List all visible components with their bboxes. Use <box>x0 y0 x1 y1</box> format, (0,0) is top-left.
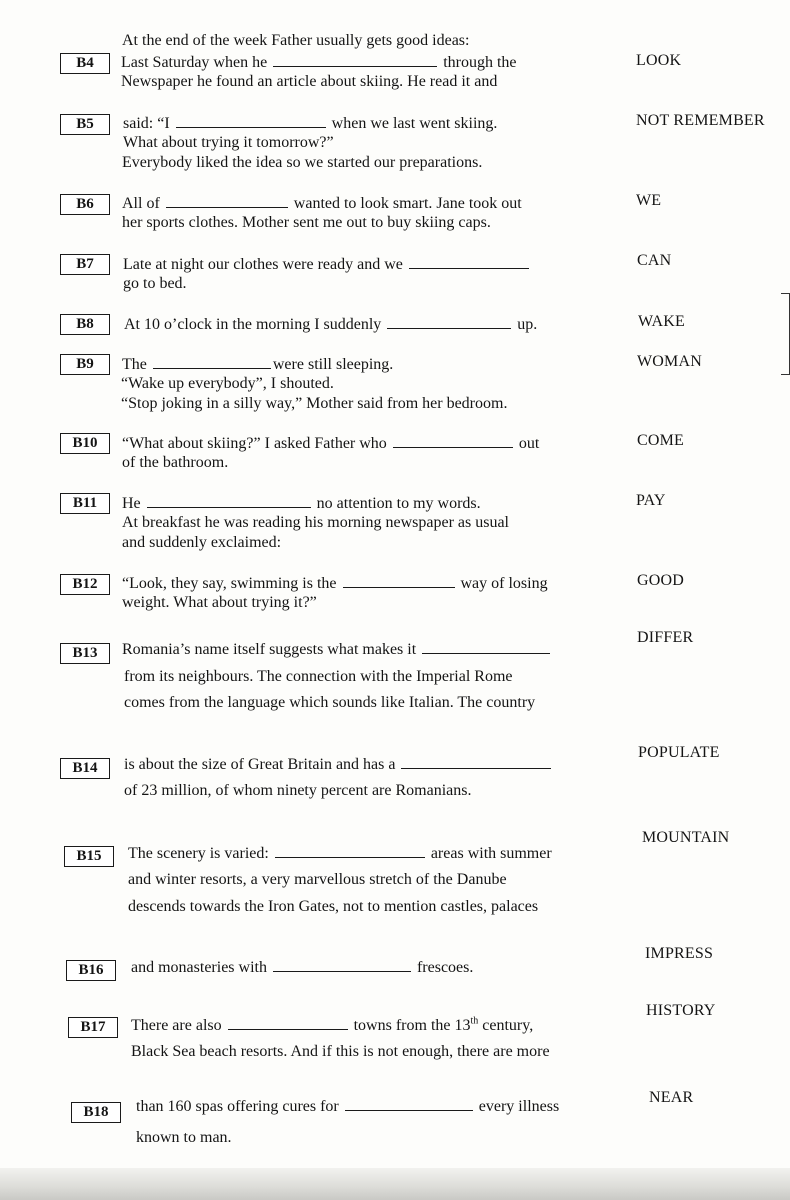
answer-blank[interactable] <box>343 573 455 588</box>
answer-blank[interactable] <box>422 639 550 654</box>
sentence-line-2: from its neighbours. The connection with the Imperial Rome <box>124 668 513 685</box>
text-before-blank: “Look, they say, swimming is the <box>122 575 337 592</box>
item-label: B12 <box>60 574 110 595</box>
text-before-blank: Last Saturday when he <box>121 54 268 71</box>
text-after-blank: were still sleeping. <box>272 356 394 373</box>
answer-blank[interactable] <box>275 843 425 858</box>
sentence-line-1 <box>121 52 517 73</box>
item-label: B11 <box>60 493 110 514</box>
sentence-line-2: “Wake up everybody”, I shouted. <box>121 375 334 392</box>
keyword: NEAR <box>649 1089 694 1106</box>
sentence-line-2: At breakfast he was reading his morning newspaper as usual <box>122 514 509 531</box>
sentence-line-1 <box>136 1096 559 1117</box>
sentence-line-1 <box>122 193 522 214</box>
text-after-blank: way of losing <box>460 575 548 592</box>
answer-blank[interactable] <box>176 113 326 128</box>
answer-blank[interactable] <box>166 193 288 208</box>
text-after-blank: when we last went skiing. <box>331 115 498 132</box>
text-after-blank: areas with summer <box>430 845 552 862</box>
intro-line: At the end of the week Father usually gets good ideas: <box>122 32 470 49</box>
scan-bottom-edge <box>0 1168 790 1200</box>
sentence-line-2: go to bed. <box>123 275 187 292</box>
sentence-line-1 <box>122 639 552 660</box>
sentence-line-1 <box>122 573 548 594</box>
text-after-blank: towns from the 13 <box>353 1017 471 1034</box>
sentence-line-1 <box>122 354 393 375</box>
sentence-line-2: of 23 million, of whom ninety percent are Romanians. <box>124 782 472 799</box>
text-before-blank: than 160 spas offering cures for <box>136 1098 339 1115</box>
sentence-line-2: known to man. <box>136 1129 232 1146</box>
sentence-line-1 <box>124 314 537 335</box>
answer-blank[interactable] <box>147 493 311 508</box>
answer-blank[interactable] <box>393 433 513 448</box>
item-label: B16 <box>66 960 116 981</box>
sentence-line-3: descends towards the Iron Gates, not to mention castles, palaces <box>128 898 539 915</box>
sentence-line-2: weight. What about trying it?” <box>122 594 317 611</box>
sentence-line-2: What about trying it tomorrow?” <box>123 134 334 151</box>
text-before-blank: “What about skiing?” I asked Father who <box>122 435 387 452</box>
sentence-line-1 <box>131 1015 533 1036</box>
keyword: PAY <box>636 492 666 509</box>
text-before-blank: is about the size of Great Britain and has a <box>124 756 396 773</box>
sentence-line-2: her sports clothes. Mother sent me out to buy skiing caps. <box>122 214 491 231</box>
sentence-line-1 <box>128 843 552 864</box>
text-after-blank: through the <box>443 54 517 71</box>
text-before-blank: Romania’s name itself suggests what makes it <box>122 641 417 658</box>
text-after-blank: up. <box>517 316 538 333</box>
keyword: IMPRESS <box>645 945 714 962</box>
text-before-blank: There are also <box>131 1017 222 1034</box>
sentence-line-1 <box>123 113 497 134</box>
text-before-blank: All of <box>122 195 160 212</box>
text-after-blank: frescoes. <box>416 959 474 976</box>
answer-blank[interactable] <box>228 1015 348 1030</box>
sentence-line-1 <box>131 957 473 978</box>
item-label: B8 <box>60 314 110 335</box>
text-after-blank: wanted to look smart. Jane took out <box>293 195 522 212</box>
keyword: WOMAN <box>637 353 702 370</box>
sentence-line-3: and suddenly exclaimed: <box>122 534 282 551</box>
keyword: POPULATE <box>638 744 720 761</box>
item-label: B7 <box>60 254 110 275</box>
sentence-line-1 <box>122 493 481 514</box>
text-before-blank: He <box>122 495 141 512</box>
keyword: GOOD <box>637 572 685 589</box>
sentence-line-3: comes from the language which sounds like Italian. The country <box>124 694 536 711</box>
keyword: CAN <box>637 252 672 269</box>
sentence-line-2: Newspaper he found an article about skiing. He read it and <box>121 73 498 90</box>
answer-blank[interactable] <box>273 957 411 972</box>
text-before-blank: Late at night our clothes were ready and we <box>123 256 403 273</box>
sentence-line-2: Black Sea beach resorts. And if this is not enough, there are more <box>131 1043 550 1060</box>
text-before-blank: The <box>122 356 147 373</box>
keyword: DIFFER <box>637 629 694 646</box>
keyword: LOOK <box>636 52 682 69</box>
sentence-line-1 <box>123 254 531 275</box>
answer-blank[interactable] <box>273 52 437 67</box>
keyword: COME <box>637 432 685 449</box>
item-label: B4 <box>60 53 110 74</box>
item-label: B5 <box>60 114 110 135</box>
keyword: MOUNTAIN <box>642 829 730 846</box>
item-label: B13 <box>60 643 110 664</box>
item-label: B17 <box>68 1017 118 1038</box>
answer-blank[interactable] <box>153 354 271 369</box>
sentence-line-3: “Stop joking in a silly way,” Mother said from her bedroom. <box>121 395 508 412</box>
item-label: B6 <box>60 194 110 215</box>
item-label: B10 <box>60 433 110 454</box>
text-after-blank: every illness <box>478 1098 560 1115</box>
text-before-blank: The scenery is varied: <box>128 845 269 862</box>
item-label: B14 <box>60 758 110 779</box>
sentence-line-1 <box>124 754 553 775</box>
answer-blank[interactable] <box>409 254 529 269</box>
keyword: HISTORY <box>646 1002 716 1019</box>
keyword: WE <box>636 192 662 209</box>
keyword: NOT REMEMBER <box>636 112 765 129</box>
answer-blank[interactable] <box>401 754 551 769</box>
sentence-line-2: and winter resorts, a very marvellous stretch of the Danube <box>128 871 507 888</box>
item-label: B15 <box>64 846 114 867</box>
sentence-line-2: of the bathroom. <box>122 454 229 471</box>
answer-blank[interactable] <box>387 314 511 329</box>
text-before-blank: At 10 o’clock in the morning I suddenly <box>124 316 382 333</box>
text-after-blank: out <box>518 435 540 452</box>
keyword: WAKE <box>638 313 686 330</box>
item-label: B18 <box>71 1102 121 1123</box>
sentence-line-1 <box>122 433 539 454</box>
text-before-blank: and monasteries with <box>131 959 267 976</box>
item-label: B9 <box>60 354 110 375</box>
text-after-blank: no attention to my words. <box>316 495 481 512</box>
text-before-blank: said: “I <box>123 115 170 132</box>
sentence-line-3: Everybody liked the idea so we started our preparations. <box>122 154 483 171</box>
margin-bracket <box>781 293 790 375</box>
answer-blank[interactable] <box>345 1096 473 1111</box>
text-after-ordinal: century, <box>478 1017 534 1034</box>
ordinal-suffix: th <box>470 1015 479 1027</box>
